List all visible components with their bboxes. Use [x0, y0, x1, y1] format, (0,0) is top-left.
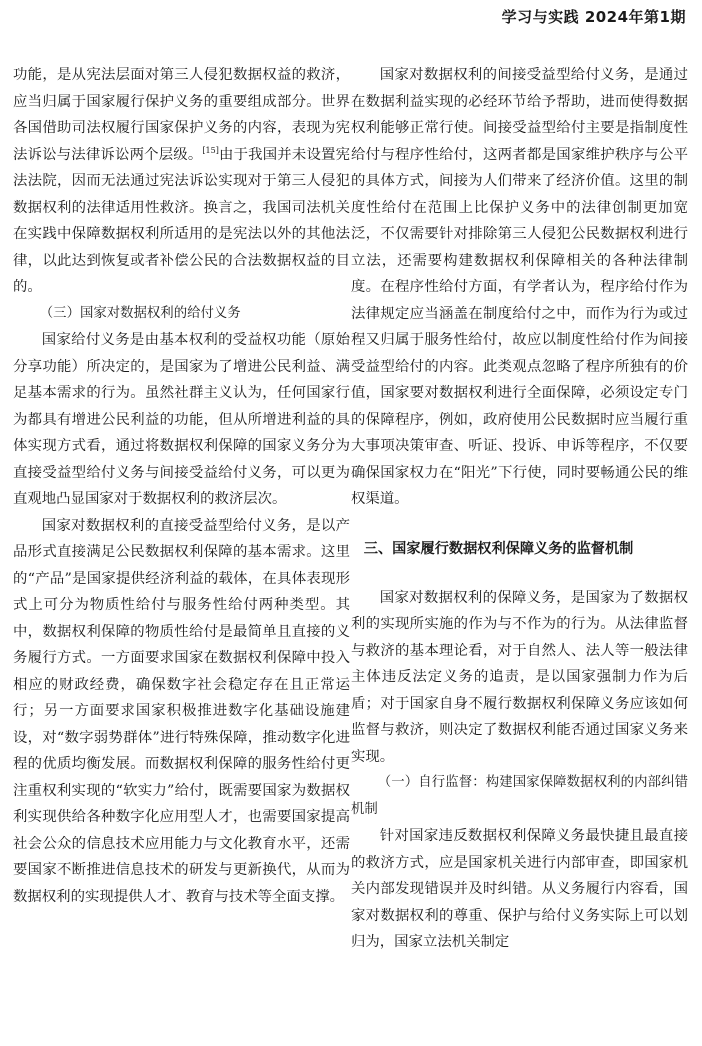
paragraph: 针对国家违反数据权利保障义务最快捷且最直接的救济方式，应是国家机关进行内部审查，即国家机关内部发现错误并及时纠错。从义务履行内容看，国家对数据权利的尊重、保护与给付义务实际上可以划归为，国家立法机关制定 [351, 828, 688, 950]
footnote-ref: [15] [202, 145, 219, 155]
paragraph: 国家对数据权利的直接受益型给付义务，是以产品形式直接满足公民数据权利保障的基本需求。这里的“产品”是国家提供经济利益的载体，在具体表现形式上可分为物质性给付与服务性给付两种类型。其中，数据权利保障的物质性给付是最简单且直接的义务履行方式。一方面要求国家在数据权利保障中投入相应的财政经费，确保数字社会稳定存在且正常运行；另一方面要求国家积极推进数字化基础设施建设，对“数字弱势群体”进行特殊保障，推动数字化进程的优质均衡发展。而数据权利保障的服务性给付更注重权利实现的“软实力”给付，既需要国家为数据权利实现供给各种数字化应用型人才，也需要国家提高社会公众的信息技术应用能力与文化教育水平，还需要国家不断推进信息技术的研发与更新换代，从而为数据权利的实现提供人才、教育与技术等全面支撑。 [13, 517, 350, 905]
paragraph: 国家对数据权利的保障义务，是国家为了数据权利的实现所实施的作为与不作为的行为。从法律监督与救济的基本理论看，对于自然人、法人等一般法律主体违反法定义务的追责，是以国家强制力作为后盾；对于国家自身不履行数据权利保障义务应该如何监督与救济，则决定了数据权利能否通过国家义务来实现。 [351, 589, 688, 765]
left-column [13, 62, 350, 910]
paragraph: 国家对数据权利的间接受益型给付义务，是通过在数据利益实现的必经环节给予帮助，进而使得数据权利能够正常行使。间接受益型给付主要是指制度性给付与程序性给付，这两者都是国家维护秩序与公平的具体方式，间接为人们带来了经济价值。这里的制度性给付在范围上比保护义务中的法律创制更加宽泛，不仅需要针对排除第三人侵犯公民数据权利进行立法，还需要构建数据权利保障相关的各种法律制度。在程序性给付方面，有学者认为，程序给付作为法律规定应当涵盖在制度给付之中，而作为行为或过程又归属于服务性给付，故应以制度性给付作为间接受益型给付的内容。此类观点忽略了程序所独有的价值，国家要对数据权利进行全面保障，必须设定专门的保障程序，例如，政府使用公民数据时应当履行重大事项决策审查、听证、投诉、申诉等程序，不仅要确保国家权力在“阳光”下行使，同时要畅通公民的维权渠道。 [351, 67, 688, 507]
subheading: （一）自行监督：构建国家保障数据权利的内部纠错机制 [351, 775, 688, 817]
paragraph-text: 由于我国并未设置宪法法院，因而无法通过宪法诉讼实现对于第三人侵犯数据权利的法律适用性救济。换言之，我国司法机关在实践中保障数据权利所适用的是宪法以外的其他法律，以此达到恢复或者补偿公民的合法数据权益的目的。 [13, 146, 350, 295]
paragraph [13, 62, 350, 301]
paragraph: 国家给付义务是由基本权利的受益权功能（原始分享功能）所决定的，是国家为了增进公民利益、满足基本需求的行为。虽然社群主义认为，任何国家行为都具有增进公民利益的功能，但从所增进利益的具体实现方式看，通过将数据权利保障的国家义务分为直接受益型给付义务与间接受益给付义务，可以更为直观地凸显国家对于数据权利的救济层次。 [13, 332, 350, 507]
subheading: （三）国家对数据权利的给付义务 [39, 305, 241, 321]
right-column [351, 62, 688, 956]
issue-number: 2024年第1期 [584, 8, 686, 26]
journal-name: 学习与实践 [501, 8, 580, 26]
paragraph-text: 功能，是从宪法层面对第三人侵犯数据权益的救济，应当归属于国家履行保护义务的重要组成部分。世界各国借助司法权履行国家保护义务的内容，表现为宪法诉讼与法律诉讼两个层级。 [13, 67, 350, 163]
running-head [502, 6, 686, 27]
section-heading: 三、国家履行数据权利保障义务的监督机制 [363, 540, 634, 557]
